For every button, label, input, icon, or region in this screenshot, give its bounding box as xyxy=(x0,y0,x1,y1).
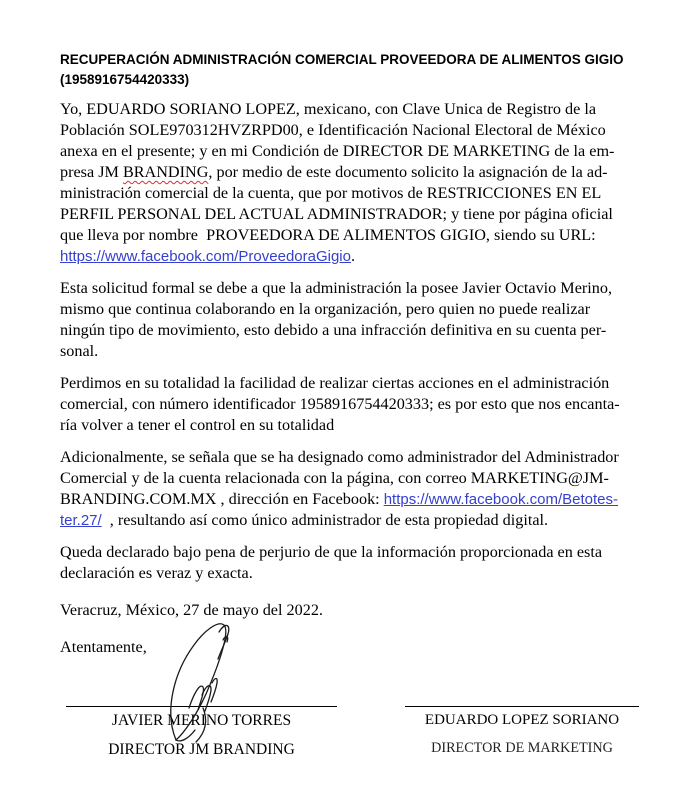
text-run: , por medio de este documento solicito la asignación de la ad- xyxy=(208,163,608,181)
text-line xyxy=(60,373,642,394)
paragraph xyxy=(60,278,642,362)
text-run: Yo, EDUARDO SORIANO LOPEZ, mexicano, con Clave Unica de Registro de la xyxy=(60,100,597,118)
closing-salutation: Atentamente, xyxy=(60,638,147,656)
text-run: mismo que continua colaborando en la organización, pero quien no puede realizar xyxy=(60,300,591,318)
misspelled-word: BRANDING xyxy=(122,163,209,181)
paragraph xyxy=(60,373,642,436)
title-line: (1958916754420333) xyxy=(60,72,190,87)
signatory-role: DIRECTOR DE MARKETING xyxy=(431,740,613,756)
text-run: BRANDING.COM.MX , dirección en Facebook: xyxy=(60,490,384,508)
signatory-name: JAVIER MERINO TORRES xyxy=(111,712,292,729)
text-run: PERFIL PERSONAL DEL ACTUAL ADMINISTRADOR; y tiene por página oficial xyxy=(60,205,613,223)
date-line: Veracruz, México, 27 de mayo del 2022. xyxy=(60,601,323,619)
text-run: Perdimos en su totalidad la facilidad de realizar ciertas acciones en el administración xyxy=(60,374,610,392)
text-line xyxy=(60,563,642,584)
text-line xyxy=(60,246,642,267)
text-line xyxy=(60,510,642,531)
hyperlink[interactable]: ter.27/ xyxy=(60,512,102,529)
document-body xyxy=(60,99,642,595)
text-run: Comercial y de la cuenta relacionada con la página, con correo MARKETING@JM- xyxy=(60,469,609,487)
text-line xyxy=(60,299,642,320)
text-line xyxy=(60,341,642,362)
text-run: Adicionalmente, se señala que se ha designado como administrador del Administrador xyxy=(60,448,619,466)
text-line xyxy=(60,468,642,489)
text-run: , resultando así como único administrador de esta propiedad digital. xyxy=(101,511,549,529)
text-line xyxy=(60,415,642,436)
text-line xyxy=(60,278,642,299)
text-line xyxy=(60,394,642,415)
text-run: comercial, con número identificador 1958916754420333; es por esto que nos encanta- xyxy=(60,395,620,413)
text-line xyxy=(60,542,642,563)
text-line xyxy=(60,183,642,204)
text-line xyxy=(60,320,642,341)
hyperlink[interactable]: https://www.facebook.com/Betotes- xyxy=(383,491,618,508)
text-run: Queda declarado bajo pena de perjurio de que la información proporcionada en esta xyxy=(60,543,603,561)
paragraph xyxy=(60,542,642,584)
title-line: RECUPERACIÓN ADMINISTRACIÓN COMERCIAL PROVEEDORA DE ALIMENTOS GIGIO xyxy=(60,52,624,67)
text-run: presa JM xyxy=(60,163,123,181)
handwritten-signature xyxy=(164,620,238,748)
text-line xyxy=(60,489,642,510)
signatory-role: DIRECTOR JM BRANDING xyxy=(108,741,295,758)
text-run: ministración comercial de la cuenta, que por motivos de RESTRICCIONES EN EL xyxy=(60,184,602,202)
text-line xyxy=(60,99,642,120)
text-line xyxy=(60,120,642,141)
text-run: Población SOLE970312HVZRPD00, e Identificación Nacional Electoral de México xyxy=(60,121,606,139)
text-line xyxy=(60,162,642,183)
text-run: anexa en el presente; y en mi Condición de DIRECTOR DE MARKETING de la em- xyxy=(60,142,615,160)
text-line xyxy=(60,447,642,468)
paragraph xyxy=(60,447,642,531)
text-run: ría volver a tener el control en su totalidad xyxy=(60,416,335,434)
hyperlink[interactable]: https://www.facebook.com/ProveedoraGigio xyxy=(60,248,351,265)
paragraph xyxy=(60,99,642,267)
signatory-name: EDUARDO LOPEZ SORIANO xyxy=(424,712,620,728)
signature-block-right xyxy=(405,706,639,757)
text-run: que lleva por nombre PROVEEDORA DE ALIMENTOS GIGIO, siendo su URL: xyxy=(60,226,596,244)
text-line xyxy=(60,204,642,225)
text-run: Esta solicitud formal se debe a que la administración la posee Javier Octavio Merino, xyxy=(60,279,612,297)
text-line xyxy=(60,225,642,246)
text-run: . xyxy=(350,247,356,265)
text-line xyxy=(60,141,642,162)
text-run: sonal. xyxy=(60,342,99,360)
document-title xyxy=(60,50,645,90)
text-run: ningún tipo de movimiento, esto debido a una infracción definitiva en su cuenta per- xyxy=(60,321,607,339)
text-run: declaración es veraz y exacta. xyxy=(60,564,253,582)
